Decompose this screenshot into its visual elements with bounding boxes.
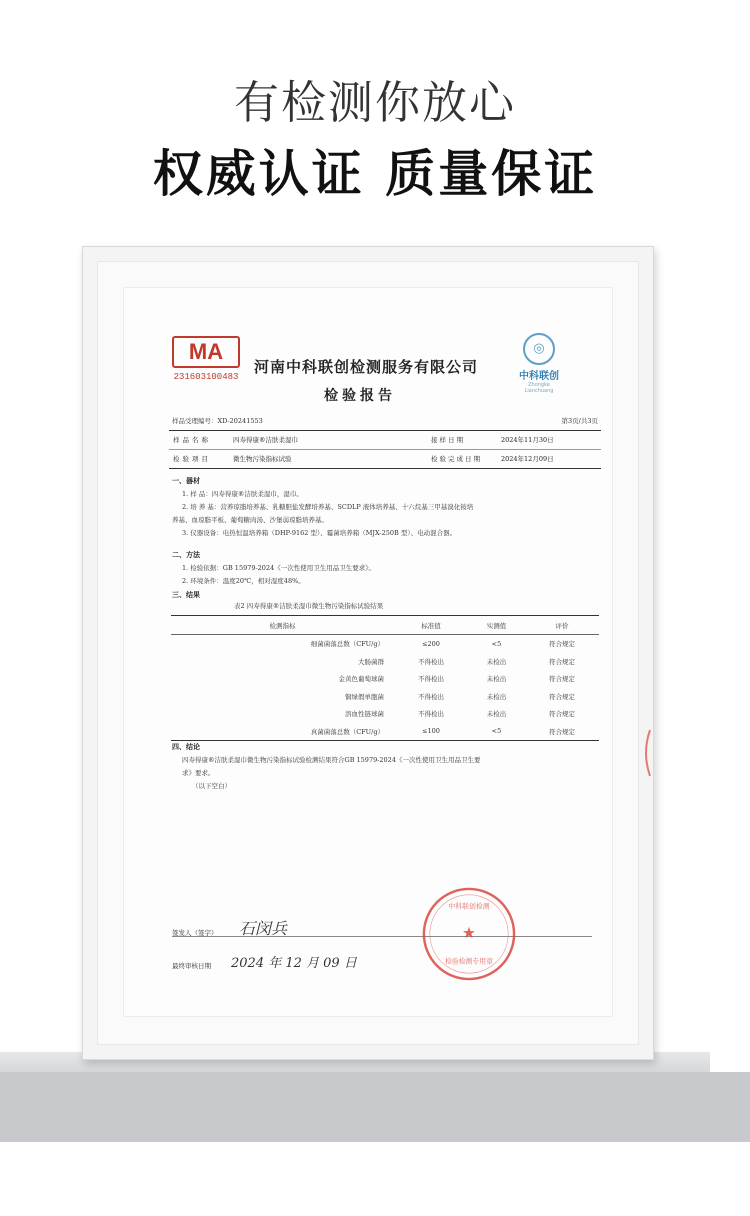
approval-date-handwritten: 2024 年 12 月 09 日 [231,956,357,971]
table-cell: ≤200 [422,639,440,648]
hero-headline: 有检测你放心 [233,76,516,129]
method-line: 2. 环境条件：温度20℃，相对湿度48%。 [182,577,305,585]
signature-rule [172,936,592,937]
hero-subheadline: 权威认证 质量保证 [152,145,598,203]
table-cell: 不得检出 [418,657,445,666]
table-row [171,670,599,688]
report-title: 检验报告 [324,388,396,404]
method-line: 1. 检验依据：GB 15979-2024《一次性使用卫生用品卫生要求》。 [182,564,375,572]
info-row [169,450,601,468]
organization-name: 河南中科联创检测服务有限公司 [254,358,479,376]
materials-text [172,488,602,540]
table-row [171,635,599,653]
cma-number: 231603100483 [173,372,239,382]
table-cell: 金黄色葡萄球菌 [338,675,384,684]
shelf [0,1072,750,1142]
approval-date-label: 最终审核日期 [172,962,211,970]
table-row [171,723,599,741]
info-key: 接样日期 [431,436,465,444]
table-cell: <5 [491,639,502,648]
info-key: 样品名称 [173,436,211,444]
report-meta [172,416,598,425]
section-method-title: 二、方法 [172,550,200,559]
logo-text: 中科联创 [519,371,559,382]
svg-text:检验检测专用章: 检验检测专用章 [444,957,494,966]
svg-text:★: ★ [461,922,477,942]
company-logo [514,333,564,394]
conclusion-line: 四寿得康®洁肤柔湿巾微生物污染指标试验检测结果符合GB 15979-2024《一次性使用卫生用品卫生要 [182,756,481,764]
edge-seal-stamp [640,728,652,778]
table-header-row [171,616,599,635]
conclusion-line: （以下空白） [192,782,231,790]
table-cell: 铜绿假单胞菌 [345,692,384,701]
info-row [169,431,601,450]
sample-id: 样品受理编号：XD-20241553 [172,417,263,425]
column-header: 标准值 [394,616,468,635]
table-cell: 不得检出 [418,710,445,719]
table-cell: 细菌菌落总数（CFU/g） [310,640,384,649]
materials-line: 1. 样 品：四寿得康®洁肤柔湿巾，湿巾。 [182,490,303,498]
page-number: 第3页/共3页 [561,417,598,425]
table-cell: 未检出 [486,692,507,701]
table-caption: 表2 四寿得康®洁肤柔湿巾微生物污染指标试验结果 [234,602,384,610]
cma-logo: MA [172,336,240,368]
materials-line: 2. 培 养 基：营养琼脂培养基、乳糖胆盐发酵培养基、SCDLP 液体培养基、十六烷基三甲基溴化铵培 [182,503,474,511]
table-cell: 大肠菌群 [358,657,384,666]
table-row [171,653,599,671]
conclusion-text [172,754,602,793]
table-row [171,705,599,723]
table-cell: 符合规定 [548,657,575,666]
table-cell: 未检出 [486,710,507,719]
table-cell: <5 [468,723,525,741]
section-conclusion-title: 四、结论 [172,742,200,751]
column-header: 评价 [525,616,599,635]
issuer-signature: 石闵兵 [239,919,288,938]
section-result-title: 三、结果 [172,590,200,599]
method-text [182,562,375,588]
info-value: 2024年11月30日 [501,436,554,444]
table-cell: 真菌菌落总数（CFU/g） [171,723,394,741]
table-cell: 符合规定 [525,723,599,741]
table-cell: 符合规定 [548,675,575,684]
issuer-label: 签发人（签字） [172,929,218,937]
table-cell: 不得检出 [418,692,445,701]
table-cell: 符合规定 [548,692,575,701]
info-value: 四寿得康®洁肤柔湿巾 [233,436,298,444]
logo-icon: ◎ [523,333,555,365]
info-key: 检验项目 [173,455,211,463]
table-cell: 溶血性链球菌 [345,710,384,719]
logo-subtext: Zhongke Lianchuang [524,382,554,394]
picture-frame [82,246,654,1060]
table-cell: 未检出 [486,657,507,666]
table-cell: 不得检出 [418,675,445,684]
column-header: 实测值 [468,616,525,635]
test-report-document [124,288,612,1016]
section-materials-title: 一、器材 [172,476,200,485]
table-row [171,688,599,706]
info-value: 微生物污染指标试验 [233,455,292,463]
official-seal-stamp [420,885,518,983]
table-cell: 未检出 [486,675,507,684]
table-cell: ≤100 [394,723,468,741]
results-table [171,615,599,741]
materials-line: 3. 仪器设备：电热恒温培养箱（DHP-9162 型）、霉菌培养箱（MJX-250B 型）、电动混合器。 [182,529,457,537]
conclusion-line: 求》要求。 [182,769,215,777]
materials-line: 养基、血琼脂平板、葡萄糖肉汤、沙堡弱琼脂培养基。 [172,516,328,524]
table-cell: 符合规定 [548,710,575,719]
info-key: 检验完成日期 [431,455,482,463]
column-header: 检测指标 [171,616,394,635]
table-cell: 符合规定 [548,640,575,649]
sample-info-table [169,430,601,469]
info-value: 2024年12月09日 [501,455,554,463]
svg-text:中科联创检测: 中科联创检测 [448,902,490,911]
cma-mark [172,336,240,382]
